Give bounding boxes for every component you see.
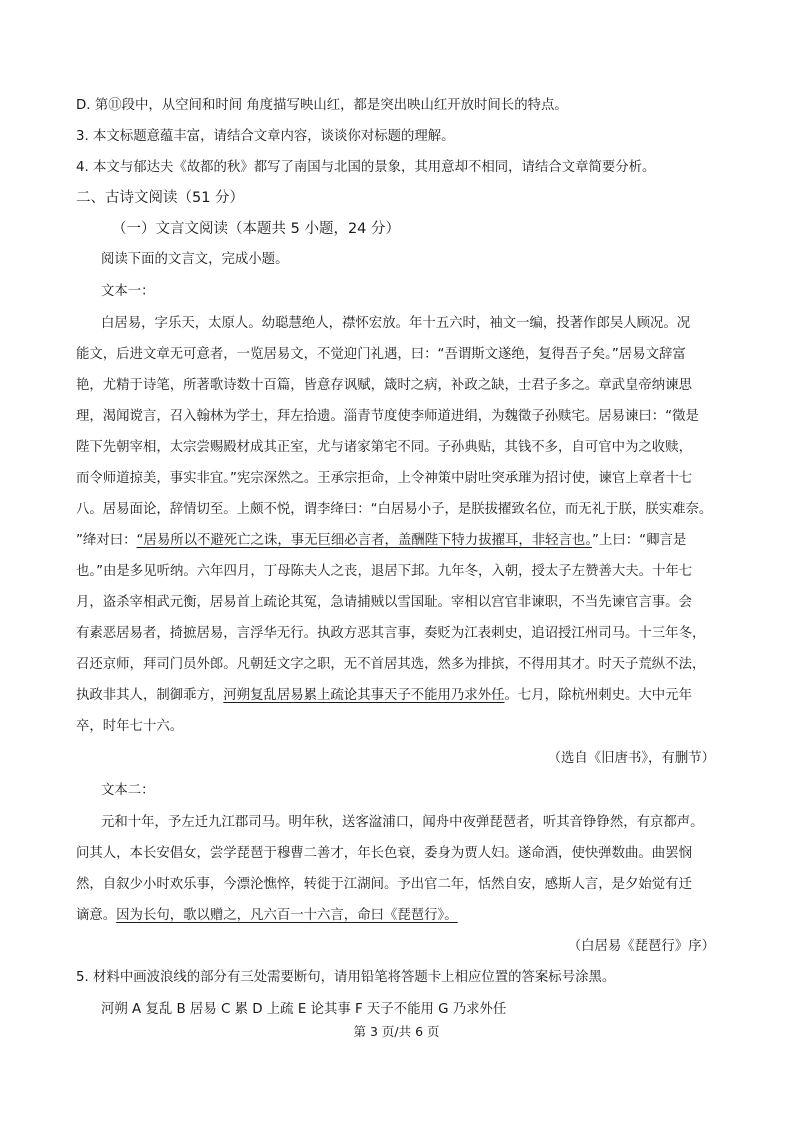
text1-line: 理，渴闻谠言，召入翰林为学士，拜左拾遗。淄青节度使李师道进绢，为魏徵子孙赎宅。居易谏曰：“徵是 [76,409,699,424]
text2-line: 问其人，本长安倡女，尝学琵琶于穆曹二善才，年长色衰，委身为贾人妇。遂命酒，使快弹数曲。曲罢悯 [76,846,692,861]
text2-line [76,906,458,926]
reading-instruction: 阅读下面的文言文，完成小题。 [101,252,289,267]
text1-line: 也。”由是多见听纳。六年四月，丁母陈夫人之丧，退居下邽。九年冬，入朝，授太子左赞善大夫。十年七 [76,564,693,579]
text1-line: 艳，尤精于诗笔，所著歌诗数十百篇，皆意存讽赋，箴时之病，补政之缺，士君子多之。章武皇帝纳谏思 [76,378,692,393]
text1-segment: 执政非其人，制御乖方， [76,688,224,703]
question-3: 3. 本文标题意蕴丰富，请结合文章内容，谈谈你对标题的理解。 [76,129,455,144]
question-4: 4. 本文与郁达夫《故都的秋》都写了南国与北国的景象，其用意却不相同，请结合文章简要分析。 [76,160,656,175]
text1-line: 而令师道掠美，事实非宜。”宪宗深然之。王承宗拒命，上令神策中尉吐突承璀为招讨使，谏官上章者十七 [76,471,693,486]
text1-line: 陛下先朝宰相，太宗尝赐殿材成其正室，尤与诸家第宅不同。子孙典贴，其钱不多，自可官中为之收赎， [76,440,692,455]
text1-line: 八。居易面论，辞情切至。上颇不悦，谓李绛曰：“白居易小子，是朕拔擢致名位，而无礼于朕，朕实难奈。 [76,502,713,517]
question-5-options: 河朔 A 复乱 B 居易 C 累 D 上疏 E 论其事 F 天子不能用 G 乃求外任 [101,1002,507,1017]
section-heading: 二、古诗文阅读（51 分） [76,190,245,206]
text2-label: 文本二： [101,783,155,798]
text1-line [76,531,686,551]
question-5: 5. 材料中画波浪线的部分有三处需要断句，请用铅笔将答题卡上相应位置的答案标号涂黑。 [76,970,616,985]
text1-line: 能文，后进文章无可意者，一览居易文，不觉迎门礼遇，曰：“吾谓斯文遂绝，复得吾子矣。”居易文辞富 [76,347,686,362]
text1-line: 卒，时年七十六。 [76,719,184,734]
underlined-sentence: “居易所以不避死亡之诛，事无巨细必言者，盖酬陛下特力拔擢耳，非轻言也。 [136,533,593,548]
text2-line: 然，自叙少小时欢乐事，今漂沦憔悴，转徙于江湖间。予出官二年，恬然自安，感斯人言，是夕始觉有迁 [76,877,692,892]
text1-segment: 。七月，除杭州刺史。大中元年 [504,688,692,703]
text1-line: 白居易，字乐天，太原人。幼聪慧绝人，襟怀宏放。年十五六时，袖文一编，投著作郎吴人顾况。况 [101,316,691,331]
text1-label: 文本一： [101,284,155,299]
text1-source: （选自《旧唐书》，有删节） [547,751,715,766]
underlined-sentence: 因为长句，歌以赠之，凡六百一十六言，命曰《琵琶行》。 [116,908,458,923]
text2-segment: 谪意。 [76,908,117,923]
text1-segment: ”绛对曰： [76,533,137,548]
text1-segment: ”上曰：“卿言是 [592,533,687,548]
text2-line: 元和十年，予左迁九江郡司马。明年秋，送客湓浦口，闻舟中夜弹琵琶者，听其音铮铮然，有京都声。 [101,815,704,830]
text1-line: 有素恶居易者，掎摭居易，言浮华无行。执政方恶其言事，奏贬为江表刺史，追诏授江州司马。十三年冬， [76,626,706,641]
subsection-heading: （一）文言文阅读（本题共 5 小题，24 分） [112,221,401,237]
text1-line [76,686,692,706]
q-option-d: D. 第⑪段中，从空间和时间 角度描写映山红，都是突出映山红开放时间长的特点。 [76,98,568,113]
text1-line: 召还京师，拜司门员外郎。凡朝廷文字之职，无不首居其选，然多为排摈，不得用其才。时天子荒纵不法， [76,657,706,672]
text1-line: 月，盗杀宰相武元衡，居易首上疏论其冤，急请捕贼以雪国耻。宰相以宫官非谏职，不当先谏官言事。会 [76,595,692,610]
wavy-underlined-passage: 河朔复乱居易累上疏论其事天子不能用乃求外任 [223,688,505,703]
text2-source: （白居易《琵琶行》序） [567,939,715,954]
page-footer: 第 3 页/共 6 页 [353,1024,440,1039]
